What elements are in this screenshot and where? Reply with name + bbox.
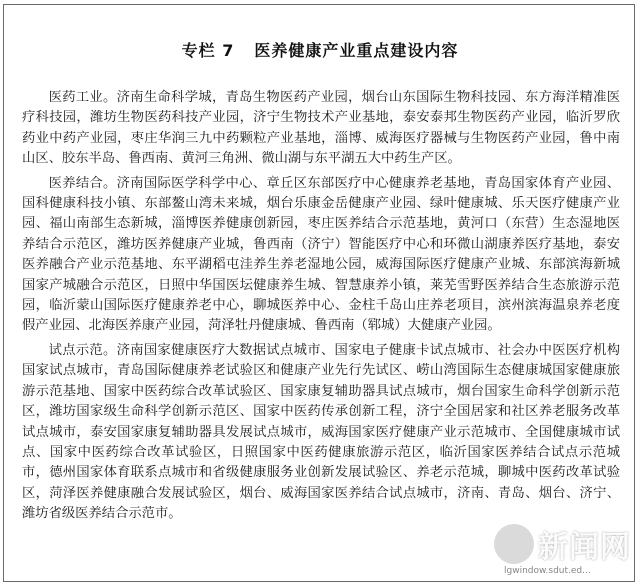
watermark-text: 新闻网 (538, 530, 631, 565)
paragraph-pilot-demonstration: 试点示范。济南国家健康医疗大数据试点城市、国家电子健康卡试点城市、社会办中医医疗机构国家试点城市，青岛国际健康养老试验区和健康产业先行先试区、崂山湾国际生态健康城国家健康旅游示范基地、国家中医药综合改革试验区、国家康复辅助器具试点城市，烟台国家生命科学创新示范区，潍坊国家级生命科学创新示范区、国家中医药传承创新工程，济宁全国居家和社区养老服务改革试点城市，泰安国家康复辅助器具发展试点城市，威海国家医疗健康产业示范城市、全国健康城市试点、国家中医药综合改革试验区，日照国家中医药健康旅游示范区，临沂国家医养结合试点示范城市，德州国家体育联系点城市和省级健康服务业创新发展试验区、养老示范城，聊城中医药改革试验区，菏泽医养健康融合发展试验区，烟台、威海国家医养结合试点城市，济南、青岛、烟台、济宁、潍坊省级医养结合示范市。 (22, 342, 620, 522)
watermark-url: lgwindow.sdut.ed... (504, 566, 591, 576)
paragraph-medical-care-combination: 医养结合。济南国际医学科学中心、章丘区东部医疗中心健康养老基地，青岛国家体育产业园、国科健康科技小镇、东部鳌山湾未来城，烟台乐康金岳健康产业园、绿叶健康城、乐天医疗健康产业园、福山南部生态新城，淄博医养健康创新园，枣庄医养结合示范基地，黄河口（东营）生态湿地医养结合示范区，潍坊医养健康产业城，鲁西南（济宁）智能医疗中心和环微山湖康养医疗基地，泰安医养融合产业示范基地、东平湖稻屯洼养生养老湿地公园，威海国际医疗健康产业城、东部滨海新城国家产城融合示范区，日照中华国医坛健康养生城、智慧康养小镇，莱芜雪野医养结合生态旅游示范园，临沂蒙山国际医疗健康养老中心，聊城医养中心、金柱千岛山庄养老项目，滨州滨海温泉养老度假产业园、北海医养康产业园，菏泽牡丹健康城、鲁西南（郓城）大健康产业园。 (22, 175, 620, 334)
box-content (22, 88, 620, 529)
paragraph-pharma-industry: 医药工业。济南生命科学城，青岛生物医药产业园，烟台山东国际生物科技园、东方海洋精准医疗科技园，潍坊生物医药科技产业园，济宁生物技术产业基地，泰安泰邦生物医药产业园，临沂罗欣药业中药产业园，枣庄华润三九中药颗粒产业基地，淄博、威海医疗器械与生物医药产业园，鲁中南山区、胶东半岛、鲁西南、黄河三角洲、微山湖与东平湖五大中药生产区。 (22, 90, 620, 167)
box-title (0, 38, 640, 61)
box-title-text: 医养健康产业重点建设内容 (254, 41, 459, 60)
box-title-number: 专栏 7 (181, 41, 235, 60)
